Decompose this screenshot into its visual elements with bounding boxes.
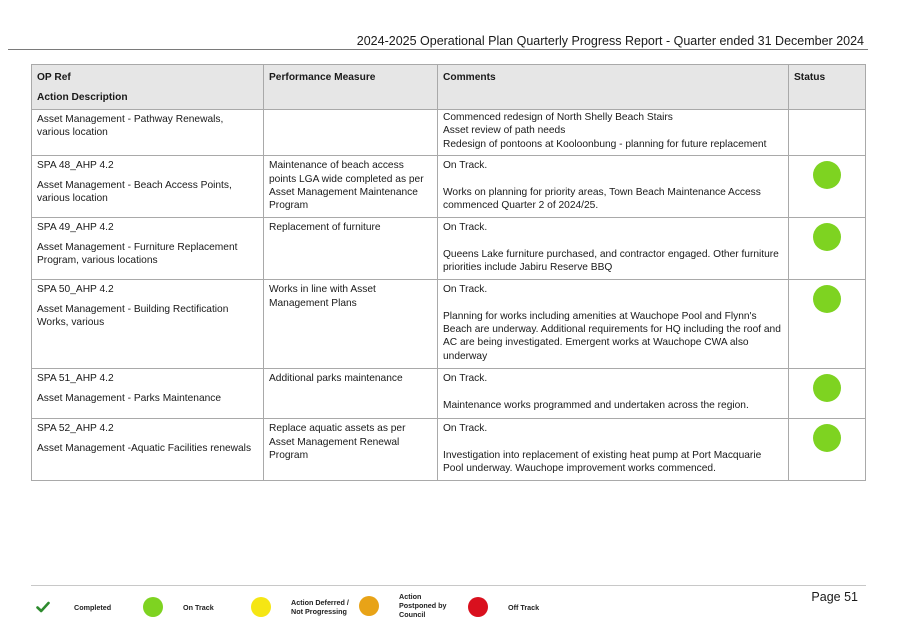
on-track-dot — [143, 597, 163, 617]
postponed-dot — [359, 596, 379, 616]
status-cell — [789, 110, 866, 156]
op-ref-cell — [32, 110, 264, 156]
comment-status: On Track. — [443, 423, 488, 435]
op-ref: SPA 52_AHP 4.2 — [37, 423, 114, 435]
comment-text: Maintenance works programmed and undertaken across the region. — [443, 399, 749, 411]
comment-line: Commenced redesign of North Shelly Beach Stairs — [443, 112, 673, 123]
op-ref-cell — [32, 419, 264, 481]
action-description: Asset Management - Pathway Renewals, various location — [37, 114, 224, 139]
performance-measure-cell: Works in line with Asset Management Plans — [264, 280, 438, 369]
header-performance-measure: Performance Measure — [264, 65, 438, 110]
legend-postponed-line3: Council — [399, 610, 426, 619]
status-on-track-dot — [813, 161, 841, 189]
comment-text: Queens Lake furniture purchased, and contractor engaged. Other furniture priorities include Jabiru Reserve BBQ — [443, 248, 779, 274]
performance-measure-cell — [264, 110, 438, 156]
status-cell — [789, 218, 866, 280]
legend-off-track — [468, 597, 539, 617]
comments-cell — [438, 110, 789, 156]
off-track-dot — [468, 597, 488, 617]
header-action-description-label: Action Description — [37, 92, 128, 104]
comments-cell — [438, 218, 789, 280]
table-row — [32, 156, 866, 218]
performance-measure-cell: Replacement of furniture — [264, 218, 438, 280]
comment-text: Planning for works including amenities at Wauchope Pool and Flynn's Beach are underway. Additional requirements for HQ including the roof and AC are being investigated. Emergent works at Wauchope CWA also underway — [443, 310, 781, 362]
action-description: Asset Management - Building Rectification Works, various — [37, 303, 229, 329]
header-op-ref-label: OP Ref — [37, 72, 71, 83]
op-ref-cell — [32, 280, 264, 369]
legend-off-track-label: Off Track — [508, 602, 540, 612]
comment-status: On Track. — [443, 373, 488, 385]
status-on-track-dot — [813, 223, 841, 251]
legend-deferred — [251, 597, 349, 617]
op-ref: SPA 49_AHP 4.2 — [37, 222, 114, 234]
performance-measure-cell: Maintenance of beach access points LGA wide completed as per Asset Management Maintenance Program — [264, 156, 438, 218]
header-divider — [8, 49, 868, 50]
performance-measure-cell: Replace aquatic assets as per Asset Management Renewal Program — [264, 419, 438, 481]
legend-on-track-label: On Track — [183, 602, 214, 612]
page-number: Page 51 — [811, 590, 858, 604]
header-status: Status — [789, 65, 866, 110]
header-comments: Comments — [438, 65, 789, 110]
legend-deferred-line2: Not Progressing — [291, 607, 347, 616]
comment-status: On Track. — [443, 222, 488, 234]
comments-cell — [438, 419, 789, 481]
deferred-dot — [251, 597, 271, 617]
progress-table — [31, 64, 866, 481]
table-row — [32, 218, 866, 280]
footer-divider — [31, 585, 866, 586]
legend-deferred-label — [291, 598, 349, 616]
status-on-track-dot — [813, 424, 841, 452]
table-row — [32, 419, 866, 481]
comment-text: Investigation into replacement of existing heat pump at Port Macquarie Pool underway. Wauchope improvement works commenced. — [443, 449, 762, 475]
status-cell — [789, 156, 866, 218]
legend-postponed — [359, 592, 447, 619]
legend-postponed-line1: Action — [399, 592, 422, 601]
action-description: Asset Management - Parks Maintenance — [37, 392, 222, 404]
action-description: Asset Management - Furniture Replacement Program, various locations — [37, 241, 238, 267]
legend-on-track — [143, 597, 214, 617]
status-legend — [0, 592, 908, 632]
comments-cell — [438, 369, 789, 419]
report-title: 2024-2025 Operational Plan Quarterly Progress Report - Quarter ended 31 December 2024 — [356, 34, 864, 48]
legend-completed — [36, 600, 111, 614]
legend-postponed-line2: Postponed by — [399, 601, 447, 610]
status-on-track-dot — [813, 374, 841, 402]
comment-text: Works on planning for priority areas, Town Beach Maintenance Access commenced Quarter 2 of 2024/25. — [443, 186, 761, 212]
action-description: Asset Management - Beach Access Points, various location — [37, 179, 232, 205]
comments-cell — [438, 280, 789, 369]
table-row — [32, 280, 866, 369]
op-ref: SPA 48_AHP 4.2 — [37, 160, 114, 172]
performance-measure-cell: Additional parks maintenance — [264, 369, 438, 419]
table-header-row — [32, 65, 866, 110]
legend-deferred-line1: Action Deferred / — [291, 598, 349, 607]
op-ref: SPA 50_AHP 4.2 — [37, 284, 114, 296]
comment-line: Redesign of pontoons at Kooloonbung - planning for future replacement — [443, 138, 767, 150]
comments-cell — [438, 156, 789, 218]
comment-line: Asset review of path needs — [443, 125, 566, 137]
action-description: Asset Management -Aquatic Facilities renewals — [37, 442, 252, 454]
comment-status: On Track. — [443, 160, 488, 172]
op-ref-cell — [32, 369, 264, 419]
legend-postponed-label — [399, 592, 447, 619]
status-cell — [789, 280, 866, 369]
check-icon — [36, 600, 50, 614]
status-cell — [789, 369, 866, 419]
op-ref-cell — [32, 156, 264, 218]
status-cell — [789, 419, 866, 481]
op-ref-cell — [32, 218, 264, 280]
op-ref: SPA 51_AHP 4.2 — [37, 373, 114, 385]
header-op-ref — [32, 65, 264, 110]
comment-status: On Track. — [443, 284, 488, 296]
status-on-track-dot — [813, 285, 841, 313]
table-row — [32, 369, 866, 419]
table-row — [32, 110, 866, 156]
legend-completed-label: Completed — [74, 602, 112, 612]
